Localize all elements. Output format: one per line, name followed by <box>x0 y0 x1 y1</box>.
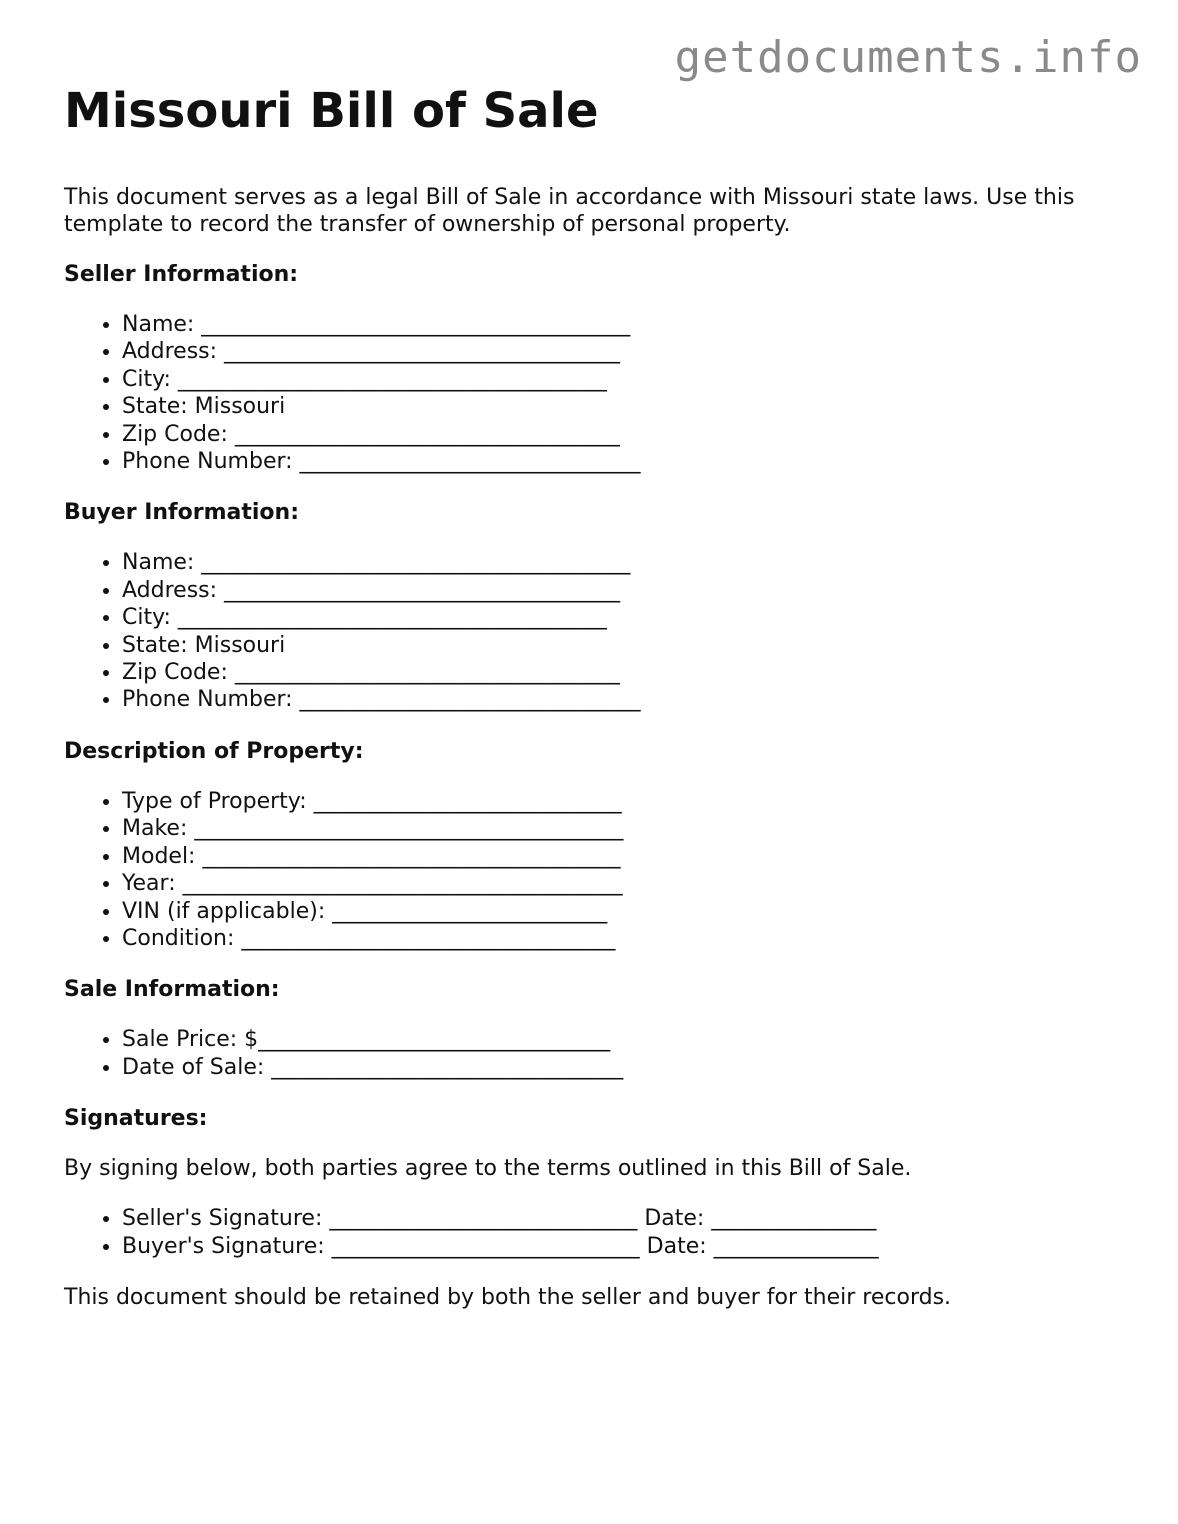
buyer-state-field: • State: Missouri <box>122 632 1124 659</box>
buyer-signature-field: • Buyer's Signature: ____________________________ Date: _______________ <box>122 1233 1124 1260</box>
buyer-heading: Buyer Information: <box>64 500 299 526</box>
property-year-field: • Year: ________________________________________ <box>122 870 1124 897</box>
property-vin-field: • VIN (if applicable): _________________________ <box>122 898 1124 925</box>
seller-phone-field: • Phone Number: _______________________________ <box>122 448 1124 475</box>
seller-zip-field: • Zip Code: ___________________________________ <box>122 421 1124 448</box>
property-condition-field: • Condition: __________________________________ <box>122 925 1124 952</box>
property-section <box>64 738 1124 952</box>
sale-date-field: • Date of Sale: ________________________________ <box>122 1054 1124 1081</box>
document-page <box>64 84 1124 1311</box>
footer-note: This document should be retained by both the seller and buyer for their records. <box>64 1284 952 1310</box>
seller-address-field: • Address: ____________________________________ <box>122 338 1124 365</box>
property-heading: Description of Property: <box>64 738 364 764</box>
seller-section <box>64 261 1124 475</box>
seller-name-field: • Name: _______________________________________ <box>122 311 1124 338</box>
seller-signature-field: • Seller's Signature: ____________________________ Date: _______________ <box>122 1205 1124 1232</box>
property-model-field: • Model: ______________________________________ <box>122 843 1124 870</box>
property-type-field: • Type of Property: ____________________________ <box>122 788 1124 815</box>
sale-section <box>64 976 1124 1081</box>
buyer-city-field: • City: _______________________________________ <box>122 604 1124 631</box>
sale-price-field: • Sale Price: $________________________________ <box>122 1026 1124 1053</box>
sale-heading: Sale Information: <box>64 977 280 1003</box>
signatures-list <box>64 1205 1124 1260</box>
buyer-name-field: • Name: _______________________________________ <box>122 549 1124 576</box>
seller-city-field: • City: _______________________________________ <box>122 366 1124 393</box>
signatures-intro: By signing below, both parties agree to the terms outlined in this Bill of Sale. <box>64 1156 912 1182</box>
seller-list <box>64 311 1124 475</box>
intro-paragraph: This document serves as a legal Bill of Sale in accordance with Missouri state laws. Use this template to record the transfer of ownership of personal property. <box>64 185 1075 237</box>
watermark-text: getdocuments.info <box>674 32 1142 83</box>
property-make-field: • Make: _______________________________________ <box>122 815 1124 842</box>
seller-state-field: • State: Missouri <box>122 393 1124 420</box>
buyer-phone-field: • Phone Number: _______________________________ <box>122 686 1124 713</box>
signatures-section <box>64 1105 1124 1260</box>
buyer-address-field: • Address: ____________________________________ <box>122 577 1124 604</box>
buyer-zip-field: • Zip Code: ___________________________________ <box>122 659 1124 686</box>
buyer-list <box>64 549 1124 713</box>
buyer-section <box>64 499 1124 713</box>
sale-list <box>64 1026 1124 1081</box>
document-title: Missouri Bill of Sale <box>64 83 599 139</box>
signatures-heading: Signatures: <box>64 1106 208 1132</box>
property-list <box>64 788 1124 952</box>
seller-heading: Seller Information: <box>64 262 299 287</box>
